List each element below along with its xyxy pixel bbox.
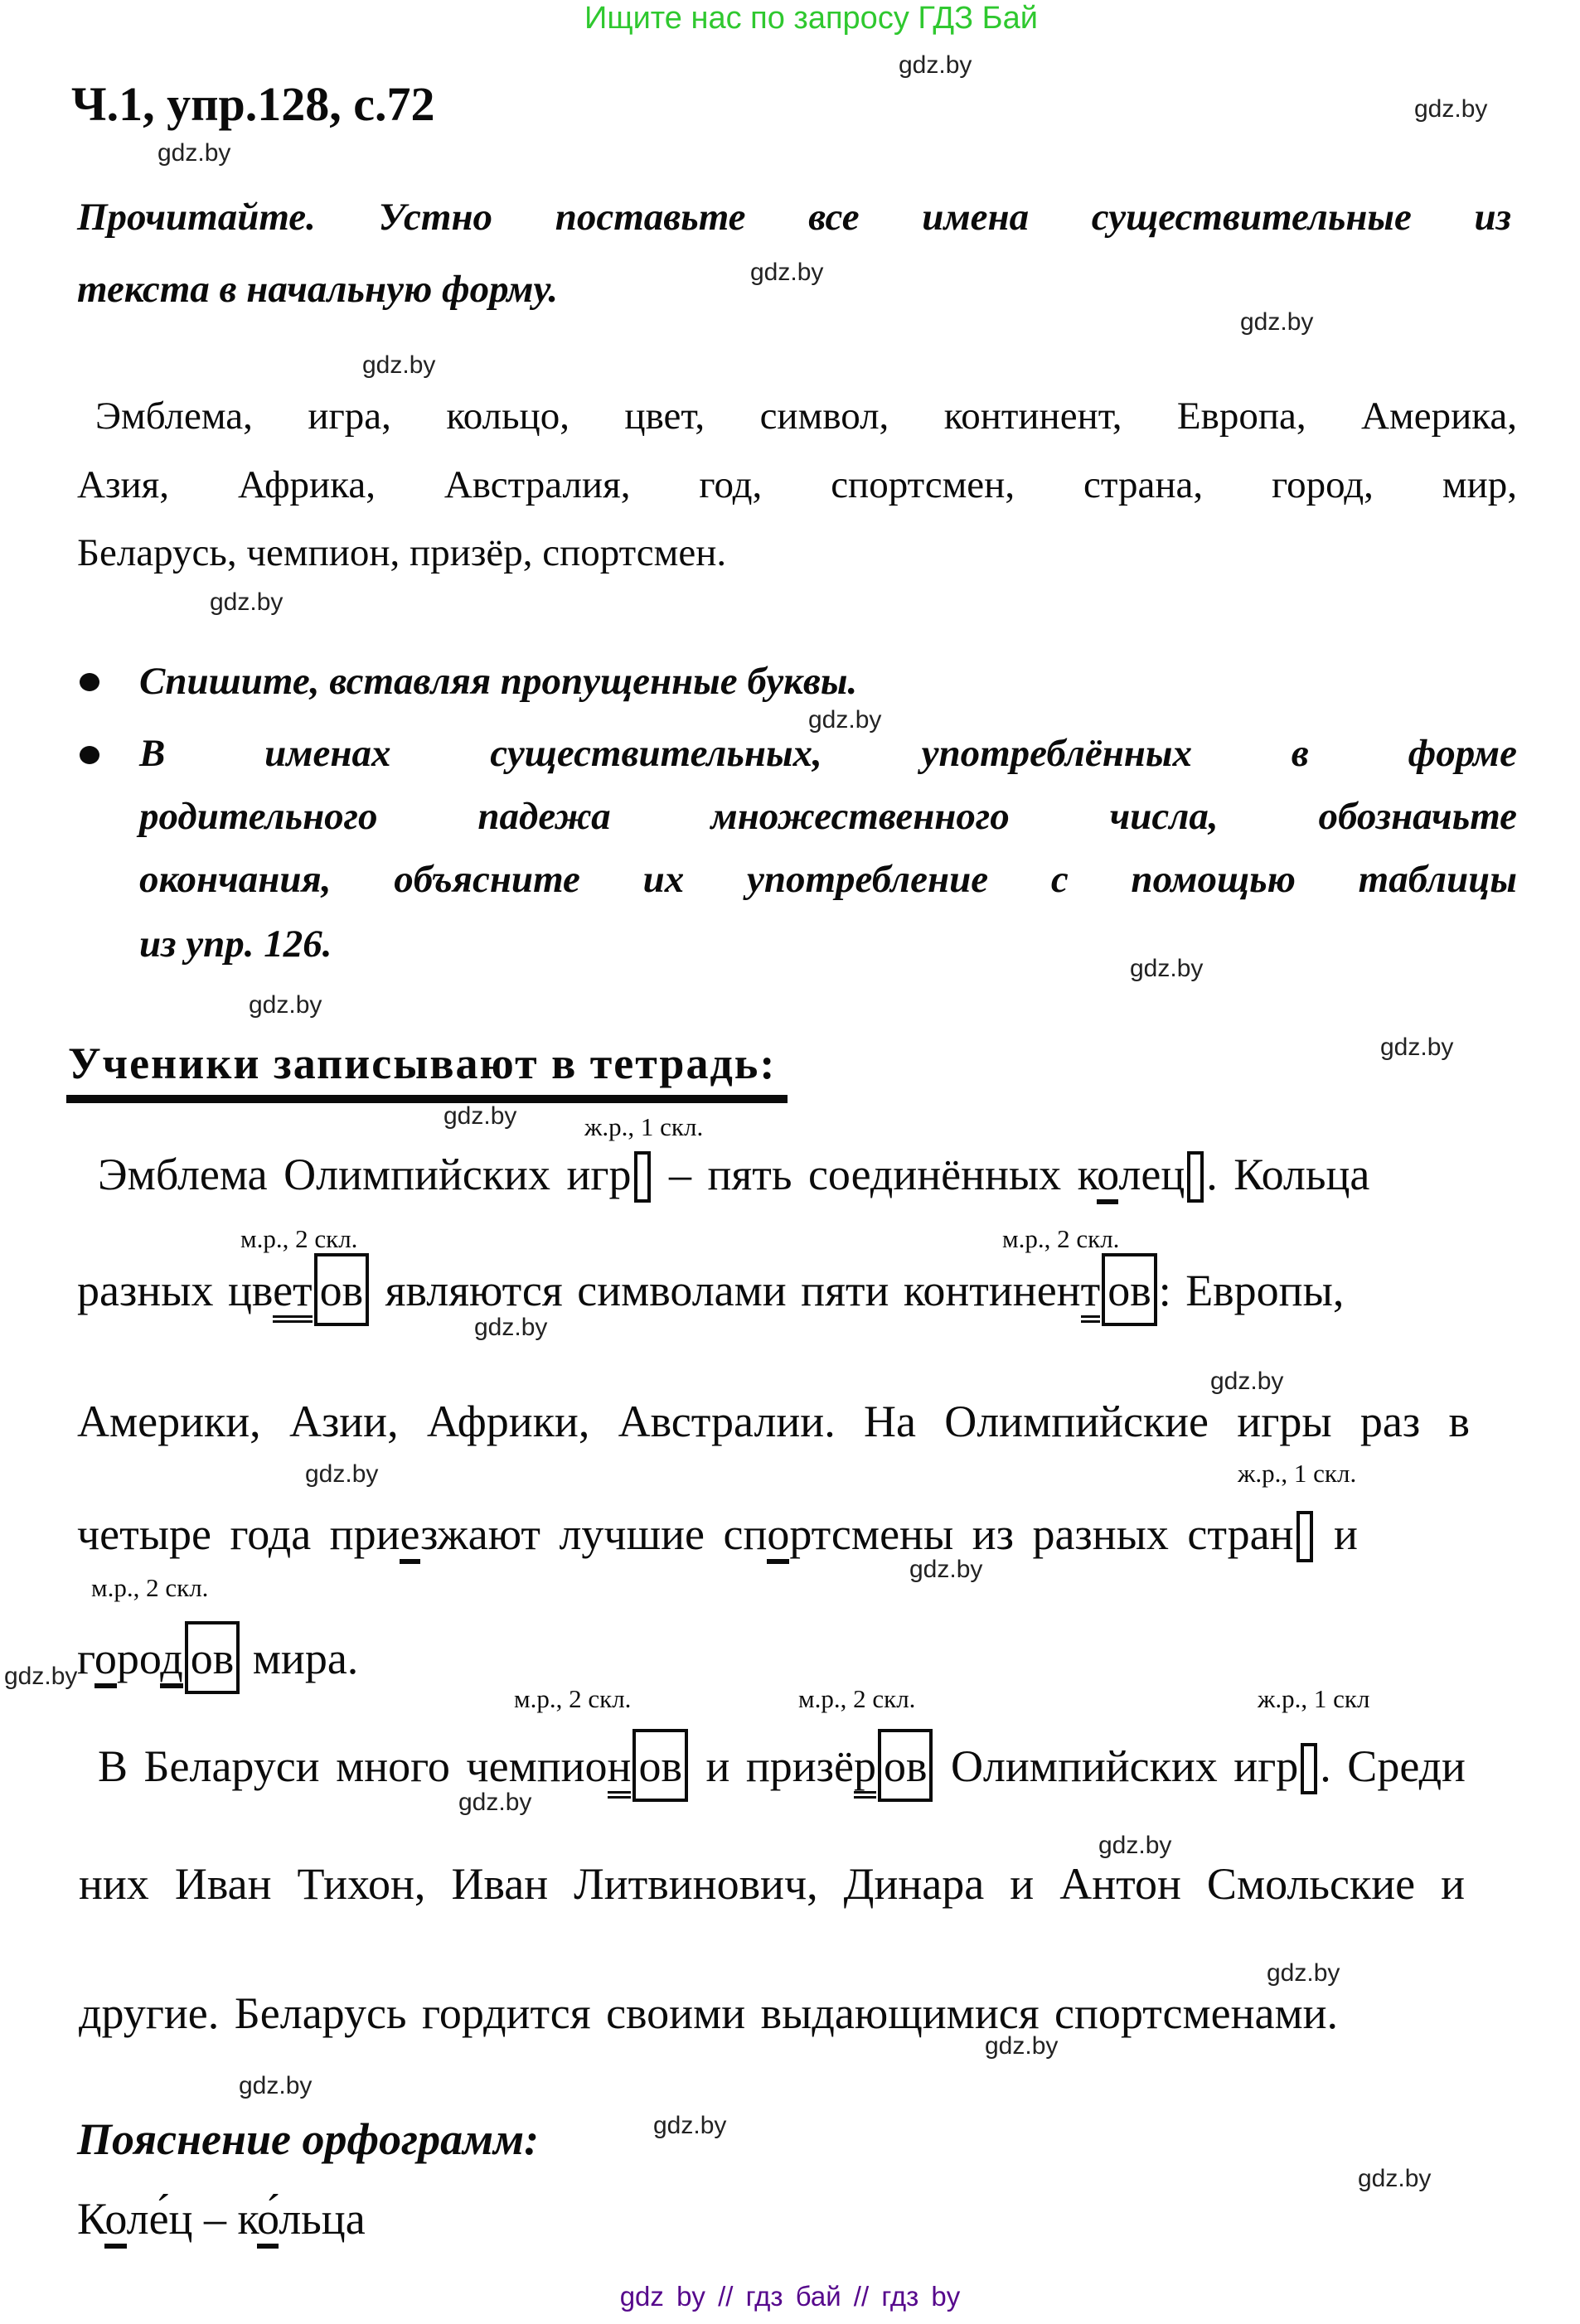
gender-declension-annotation: м.р., 2 скл. xyxy=(514,1684,632,1713)
gdz-watermark: gdz.by xyxy=(1130,955,1204,982)
orthogram-underline: е xyxy=(400,1509,420,1564)
gender-declension-annotation: ж.р., 1 скл xyxy=(1258,1684,1370,1713)
explanation-heading: Пояснение орфограмм: xyxy=(77,2114,540,2164)
bullet-marker xyxy=(80,673,99,691)
word-list-line-1: Эмблема, игра, кольцо, цвет, символ, континент, Европа, Америка, xyxy=(95,395,1517,438)
orthogram-underline: о xyxy=(767,1509,789,1564)
bullet-item-1: Спишите, вставляя пропущенные буквы. xyxy=(139,660,858,703)
gdz-watermark: gdz.by xyxy=(158,139,231,167)
orthogram-underline: о xyxy=(95,1634,117,1688)
gdz-watermark: gdz.by xyxy=(1380,1034,1454,1061)
task-instruction-line-1: Прочитайте. Устно поставьте все имена существительные из xyxy=(77,196,1511,239)
gdz-watermark: gdz.by xyxy=(1358,2165,1432,2192)
gdz-watermark: gdz.by xyxy=(1210,1368,1284,1395)
bullet-item-2-line-3: окончания, объясните их употребление с помощью таблицы xyxy=(139,858,1517,901)
word-list-line-3: Беларусь, чемпион, призёр, спортсмен. xyxy=(77,531,727,574)
promo-banner-top: Ищите нас по запросу ГДЗ Бай xyxy=(584,1,1038,36)
answer-heading: Ученики записывают в тетрадь: xyxy=(66,1039,788,1103)
orthogram-underline: о xyxy=(104,2194,126,2249)
answer-line-2: разных цвет ов являются символами пяти континент ов : Европы, xyxy=(77,1253,1344,1326)
orthogram-underline: о xyxy=(1097,1150,1118,1204)
answer-line-4: четыре года приезжают лучшие спортсмены из разных стран и xyxy=(77,1508,1358,1562)
gender-declension-annotation: м.р., 2 скл. xyxy=(91,1573,209,1602)
zero-ending-box xyxy=(634,1151,651,1203)
orthogram-underline: ет xyxy=(273,1266,313,1323)
orthogram-underline: д xyxy=(160,1634,182,1688)
ending-box: ов xyxy=(314,1253,370,1326)
gdz-watermark: gdz.by xyxy=(362,351,436,379)
gdz-watermark: gdz.by xyxy=(210,588,284,616)
answer-line-7: них Иван Тихон, Иван Литвинович, Динара и Антон Смольские и xyxy=(79,1859,1465,1909)
ending-box: ов xyxy=(185,1621,240,1694)
gdz-watermark: gdz.by xyxy=(909,1556,983,1583)
gdz-watermark: gdz.by xyxy=(239,2072,313,2099)
zero-ending-box xyxy=(1301,1743,1317,1794)
gender-declension-annotation: м.р., 2 скл. xyxy=(240,1224,358,1253)
zero-ending-box xyxy=(1296,1511,1313,1562)
gdz-watermark: gdz.by xyxy=(305,1460,379,1488)
promo-banner-bottom: gdz by // гдз бай // гдз by xyxy=(619,2281,961,2312)
task-instruction-line-2: текста в начальную форму. xyxy=(77,268,559,311)
gdz-watermark: gdz.by xyxy=(808,706,882,734)
gdz-watermark: gdz.by xyxy=(1098,1832,1172,1859)
ending-box: ов xyxy=(878,1729,933,1802)
orthogram-underline: р xyxy=(854,1741,876,1799)
ending-box: ов xyxy=(632,1729,688,1802)
ending-box: ов xyxy=(1102,1253,1157,1326)
gender-declension-annotation: м.р., 2 скл. xyxy=(798,1684,916,1713)
gdz-watermark: gdz.by xyxy=(899,51,972,79)
gdz-watermark: gdz.by xyxy=(750,259,824,286)
orthogram-underline: т xyxy=(1081,1266,1101,1323)
bullet-item-2-line-2: родительного падежа множественного числа, обозначьте xyxy=(139,795,1517,838)
orthogram-underline: н xyxy=(608,1741,632,1799)
gdz-watermark: gdz.by xyxy=(458,1789,532,1816)
answer-line-1: Эмблема Олимпийских игр – пять соединённых колец . Кольца xyxy=(98,1149,1369,1203)
gdz-watermark: gdz.by xyxy=(985,2032,1059,2060)
exercise-reference-title: Ч.1, упр.128, с.72 xyxy=(71,77,435,131)
gdz-watermark: gdz.by xyxy=(474,1314,548,1341)
gdz-watermark: gdz.by xyxy=(1267,1959,1340,1987)
bullet-item-2-line-1: В именах существительных, употреблённых в форме xyxy=(139,732,1517,775)
answer-line-8: другие. Беларусь гордится своими выдающимися спортсменами. xyxy=(79,1988,1339,2038)
gdz-watermark: gdz.by xyxy=(1414,95,1488,123)
explanation-line-1: Коле́ц – ко́льца xyxy=(77,2193,366,2244)
gdz-watermark: gdz.by xyxy=(653,2112,727,2139)
answer-line-5: город ов мира. xyxy=(77,1621,358,1694)
gender-declension-annotation: ж.р., 1 скл. xyxy=(1238,1459,1357,1488)
bullet-marker xyxy=(80,746,99,764)
word-list-line-2: Азия, Африка, Австралия, год, спортсмен, страна, город, мир, xyxy=(77,463,1517,506)
gender-declension-annotation: м.р., 2 скл. xyxy=(1002,1224,1120,1253)
gender-declension-annotation: ж.р., 1 скл. xyxy=(584,1112,704,1141)
bullet-item-2-line-4: из упр. 126. xyxy=(139,922,332,966)
gdz-watermark: gdz.by xyxy=(443,1102,517,1130)
gdz-watermark: gdz.by xyxy=(1240,308,1314,336)
gdz-watermark: gdz.by xyxy=(4,1663,78,1690)
answer-line-6: В Беларуси много чемпион ов и призёр ов Олимпийских игр . Среди xyxy=(98,1729,1466,1802)
orthogram-underline: о́ xyxy=(257,2194,279,2249)
zero-ending-box xyxy=(1187,1151,1204,1203)
answer-line-3: Америки, Азии, Африки, Австралии. На Олимпийские игры раз в xyxy=(77,1397,1470,1446)
gdz-watermark: gdz.by xyxy=(249,991,322,1019)
